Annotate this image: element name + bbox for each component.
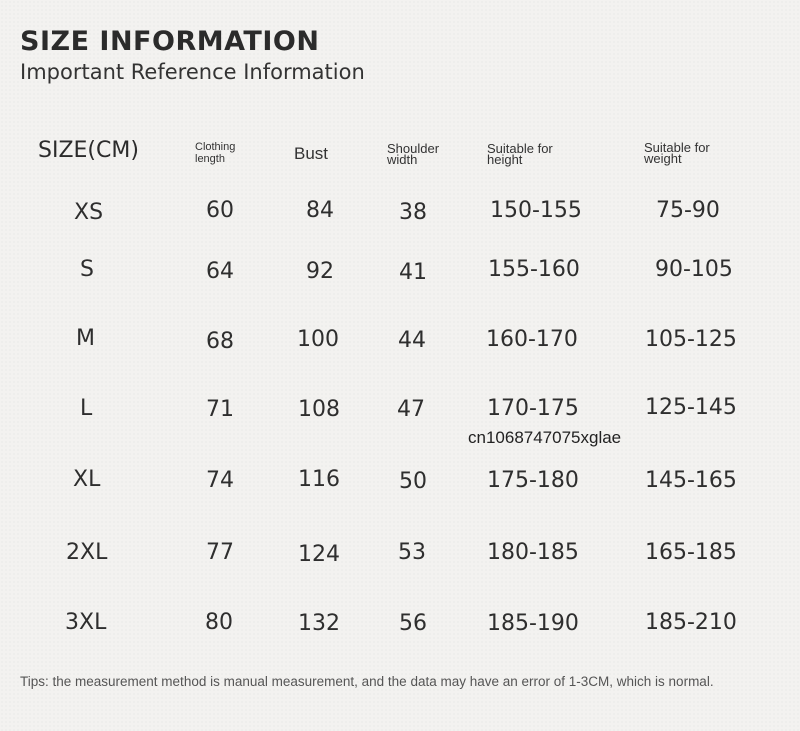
cell-bust: 108 bbox=[298, 397, 340, 422]
cell-bust: 84 bbox=[306, 198, 334, 223]
cell-height: 155-160 bbox=[488, 257, 580, 282]
cell-bust: 100 bbox=[297, 327, 339, 352]
cell-height: 180-185 bbox=[487, 540, 579, 565]
cell-weight: 90-105 bbox=[655, 257, 733, 282]
cell-height: 150-155 bbox=[490, 198, 582, 223]
cell-size: L bbox=[80, 396, 93, 421]
cell-shoulder: 44 bbox=[398, 328, 426, 353]
cell-weight: 75-90 bbox=[656, 198, 720, 223]
tips-note: Tips: the measurement method is manual measurement, and the data may have an error of 1-3CM, which is normal. bbox=[20, 674, 714, 689]
header-size: SIZE(CM) bbox=[38, 138, 139, 163]
cell-height: 185-190 bbox=[487, 611, 579, 636]
cell-shoulder: 53 bbox=[398, 540, 426, 565]
cell-weight: 145-165 bbox=[645, 468, 737, 493]
cell-length: 64 bbox=[206, 259, 234, 284]
cell-size: S bbox=[80, 257, 94, 282]
cell-weight: 165-185 bbox=[645, 540, 737, 565]
cell-shoulder: 38 bbox=[399, 200, 427, 225]
cell-shoulder: 56 bbox=[399, 611, 427, 636]
cell-size: XS bbox=[74, 200, 104, 225]
cell-shoulder: 47 bbox=[397, 397, 425, 422]
cell-length: 74 bbox=[206, 468, 234, 493]
header-weight: Suitable for weight bbox=[644, 140, 710, 166]
cell-bust: 124 bbox=[298, 542, 340, 567]
header-height: Suitable for height bbox=[487, 141, 553, 167]
cell-length: 80 bbox=[205, 610, 233, 635]
cell-length: 71 bbox=[206, 397, 234, 422]
cell-weight: 185-210 bbox=[645, 610, 737, 635]
cell-bust: 132 bbox=[298, 611, 340, 636]
page-subtitle: Important Reference Information bbox=[20, 60, 365, 84]
cell-length: 60 bbox=[206, 198, 234, 223]
cell-size: 3XL bbox=[65, 610, 107, 635]
cell-height: 175-180 bbox=[487, 468, 579, 493]
cell-shoulder: 41 bbox=[399, 260, 427, 285]
cell-height: 160-170 bbox=[486, 327, 578, 352]
cell-bust: 116 bbox=[298, 467, 340, 492]
cell-weight: 105-125 bbox=[645, 327, 737, 352]
header-bust: Bust bbox=[294, 144, 329, 163]
cell-bust: 92 bbox=[306, 259, 334, 284]
cell-length: 77 bbox=[206, 540, 234, 565]
cell-size: M bbox=[76, 326, 95, 351]
watermark-text: cn1068747075xglae bbox=[468, 428, 622, 447]
header-shoulder-width: Shoulder width bbox=[387, 141, 440, 167]
cell-weight: 125-145 bbox=[645, 395, 737, 420]
cell-size: 2XL bbox=[66, 540, 108, 565]
header-clothing-length: Clothing length bbox=[195, 141, 236, 165]
cell-size: XL bbox=[73, 467, 101, 492]
cell-height: 170-175 bbox=[487, 396, 579, 421]
cell-shoulder: 50 bbox=[399, 469, 427, 494]
cell-length: 68 bbox=[206, 329, 234, 354]
page-title: SIZE INFORMATION bbox=[20, 26, 320, 57]
